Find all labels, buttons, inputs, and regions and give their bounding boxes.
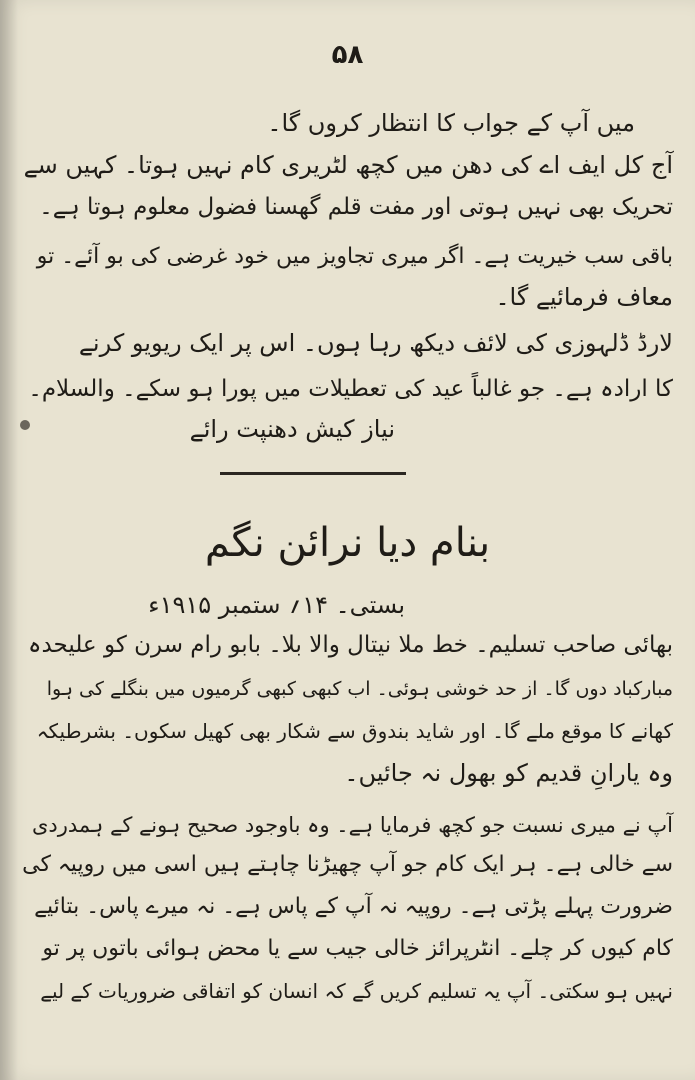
- letter2-line-2: مبارکباد دوں گا۔ از حد خوشی ہوئی۔ اب کبھی کبھی گرمیوں میں بنگلے کی ہوا: [46, 678, 673, 700]
- letter1-line-4: باقی سب خیریت ہے۔ اگر میری تجاویز میں خود غرضی کی بو آئے۔ تو: [36, 244, 673, 269]
- letter2-heading: بنام دیا نرائن نگم: [204, 520, 491, 566]
- letter2-line-4: وہ یارانِ قدیم کو بھول نہ جائیں۔: [344, 759, 673, 787]
- letter1-line-5: معاف فرمائیے گا۔: [495, 283, 673, 311]
- letter1-line-3: تحریک بھی نہیں ہوتی اور مفت قلم گھسنا فضول معلوم ہوتا ہے۔: [39, 194, 673, 220]
- section-divider: [220, 472, 406, 475]
- letter2-dateline: بستی۔ ۱۴؍ ستمبر ۱۹۱۵ء: [148, 591, 405, 619]
- letter2-line-3: کھانے کا موقع ملے گا۔ اور شاید بندوق سے شکار بھی کھیل سکوں۔ بشرطیکہ: [36, 719, 673, 743]
- letter1-line-2: آج کل ایف اے کی دھن میں کچھ لٹریری کام نہیں ہوتا۔ کہیں سے: [23, 151, 673, 179]
- letter1-line-6: لارڈ ڈلہوزی کی لائف دیکھ رہا ہوں۔ اس پر ایک ریویو کرنے: [78, 329, 673, 357]
- letter2-line-9: نہیں ہو سکتی۔ آپ یہ تسلیم کریں گے کہ انسان کو اتفاقی ضروریات کے لیے: [40, 979, 673, 1003]
- letter1-line-1: میں آپ کے جواب کا انتظار کروں گا۔: [267, 109, 635, 137]
- letter2-line-1: بھائی صاحب تسلیم۔ خط ملا نیتال والا بلا۔ بابو رام سرن کو علیحدہ: [27, 632, 673, 658]
- ink-spot: [20, 420, 30, 430]
- letter1-signature: نیاز کیش دھنپت رائے: [189, 415, 395, 443]
- letter2-line-7: ضرورت پہلے پڑتی ہے۔ روپیہ نہ آپ کے پاس ہے۔ نہ میرے پاس۔ بتائیے: [34, 894, 673, 919]
- letter2-line-6: سے خالی ہے۔ ہر ایک کام جو آپ چھیڑنا چاہتے ہیں اسی میں روپیہ کی: [22, 852, 673, 877]
- page-number: ۵۸: [331, 40, 364, 70]
- letter2-line-8: کام کیوں کر چلے۔ انٹرپرائز خالی جیب سے یا محض ہوائی باتوں پر تو: [42, 936, 673, 961]
- letter2-line-5: آپ نے میری نسبت جو کچھ فرمایا ہے۔ وہ باوجود صحیح ہونے کے ہمدردی: [31, 813, 673, 837]
- letter1-line-7: کا ارادہ ہے۔ جو غالباً عید کی تعطیلات میں پورا ہو سکے۔ والسلام۔: [28, 376, 673, 402]
